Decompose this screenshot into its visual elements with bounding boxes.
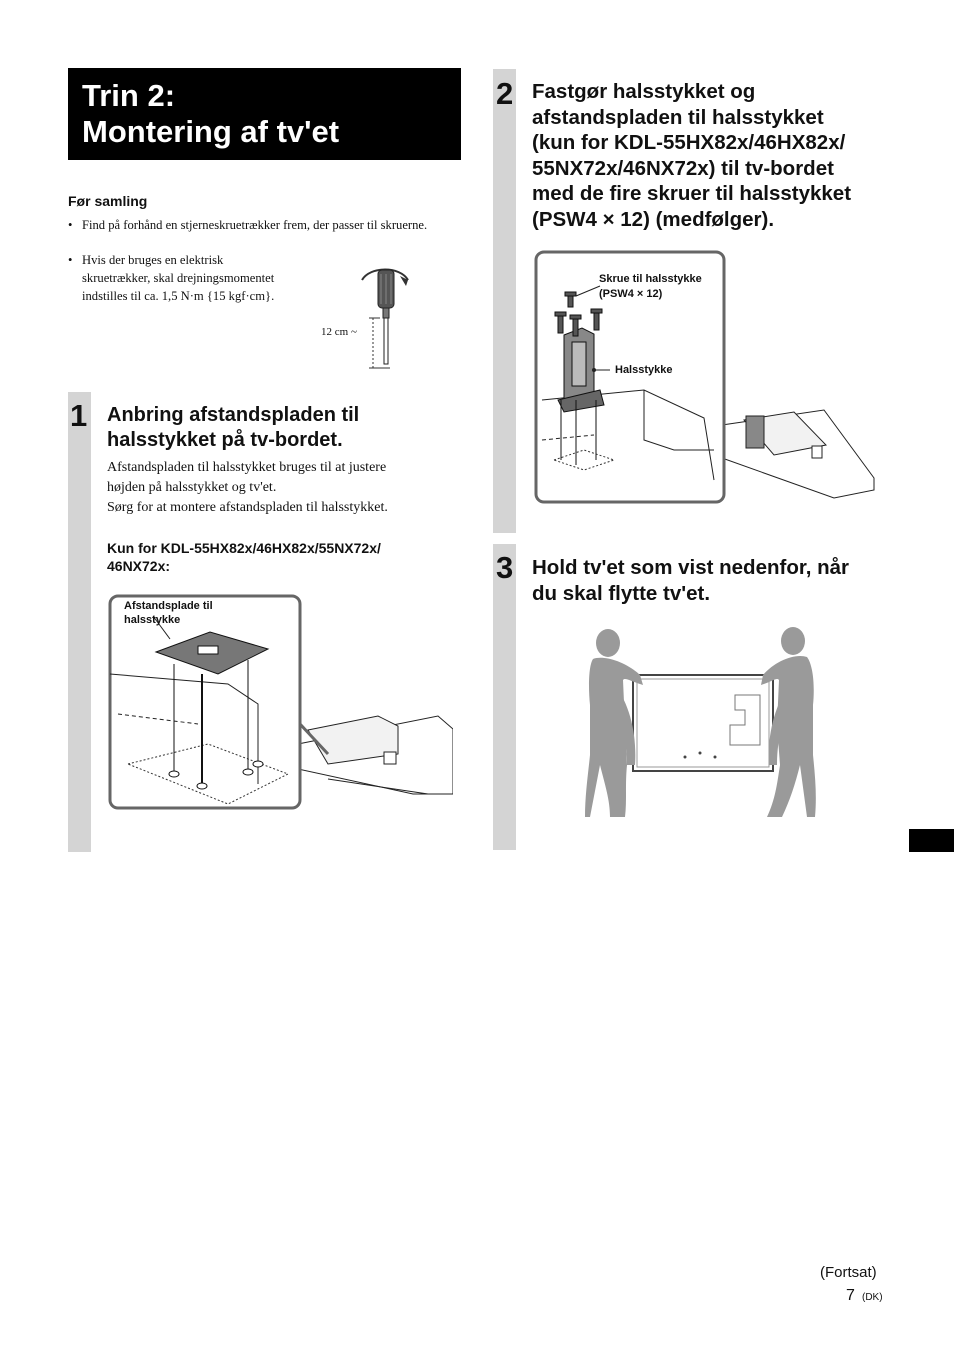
step2-heading-line6: (PSW4 × 12) (medfølger). bbox=[532, 207, 775, 231]
step2-heading-line2: afstandspladen til halsstykket bbox=[532, 105, 824, 129]
before-bullet-2-line1: Hvis der bruges en elektrisk bbox=[82, 253, 224, 267]
step2-number: 2 bbox=[496, 76, 514, 111]
step1-text-line2: højden på halsstykket og tv'et. bbox=[107, 480, 277, 495]
step1-model-note-line1: Kun for KDL-55HX82x/46HX82x/55NX72x/ bbox=[107, 540, 381, 556]
carry-tv-illustration bbox=[585, 625, 830, 817]
page-number: 7 bbox=[846, 1287, 855, 1304]
before-heading: Før samling bbox=[68, 193, 148, 209]
section-title-line1: Trin 2: bbox=[82, 78, 176, 113]
continued-label: (Fortsat) bbox=[820, 1264, 877, 1281]
spacer-plate-label-line1: Afstandsplade til bbox=[124, 600, 213, 612]
bullet-marker: • bbox=[68, 218, 73, 232]
step2-heading-line5: med de fire skruer til halsstykket bbox=[532, 182, 852, 205]
bullet-marker: • bbox=[68, 253, 73, 267]
step1-model-note-line2: 46NX72x: bbox=[107, 558, 171, 574]
step2-bar bbox=[493, 69, 516, 533]
step3-heading-line1: Hold tv'et som vist nedenfor, når bbox=[532, 556, 849, 579]
screwdriver-length-label: 12 cm ~ bbox=[321, 326, 357, 338]
section-title-box bbox=[68, 68, 461, 160]
before-bullet-2-line3: indstilles til ca. 1,5 N·m {15 kgf·cm}. bbox=[82, 289, 275, 303]
section-title-line2: Montering af tv'et bbox=[82, 114, 340, 149]
screwdriver-illustration bbox=[350, 260, 420, 375]
step2-heading-line1: Fastgør halsstykket og bbox=[532, 80, 756, 103]
step2-heading-line3: (kun for KDL-55HX82x/46HX82x/ bbox=[532, 131, 846, 154]
step1-heading-line2: halsstykket på tv-bordet. bbox=[107, 429, 343, 451]
before-bullet-2-line2: skruetrækker, skal drejningsmomentet bbox=[82, 271, 275, 285]
step3-number: 3 bbox=[496, 550, 514, 585]
before-bullet-1: Find på forhånd en stjerneskruetrækker frem, der passer til skruerne. bbox=[82, 218, 428, 232]
step1-text-line3: Sørg for at montere afstandspladen til halsstykket. bbox=[107, 500, 388, 515]
spacer-plate-label-line2: halsstykke bbox=[124, 614, 181, 626]
page-edge-tab bbox=[909, 829, 954, 852]
page-number-suffix: (DK) bbox=[862, 1292, 883, 1303]
step1-number: 1 bbox=[70, 398, 88, 433]
screw-label-line1: Skrue til halsstykke bbox=[599, 273, 702, 285]
step1-heading-line1: Anbring afstandspladen til bbox=[107, 404, 360, 426]
neck-label: Halsstykke bbox=[615, 364, 673, 376]
neck-attach-illustration bbox=[534, 250, 879, 505]
step1-bar bbox=[68, 392, 91, 852]
step3-bar bbox=[493, 544, 516, 850]
screw-label-line2: (PSW4 × 12) bbox=[599, 288, 663, 300]
step1-text-line1: Afstandspladen til halsstykket bruges til at justere bbox=[107, 460, 387, 475]
step3-heading-line2: du skal flytte tv'et. bbox=[532, 581, 711, 605]
step2-heading-line4: 55NX72x/46NX72x) til tv-bordet bbox=[532, 156, 834, 180]
